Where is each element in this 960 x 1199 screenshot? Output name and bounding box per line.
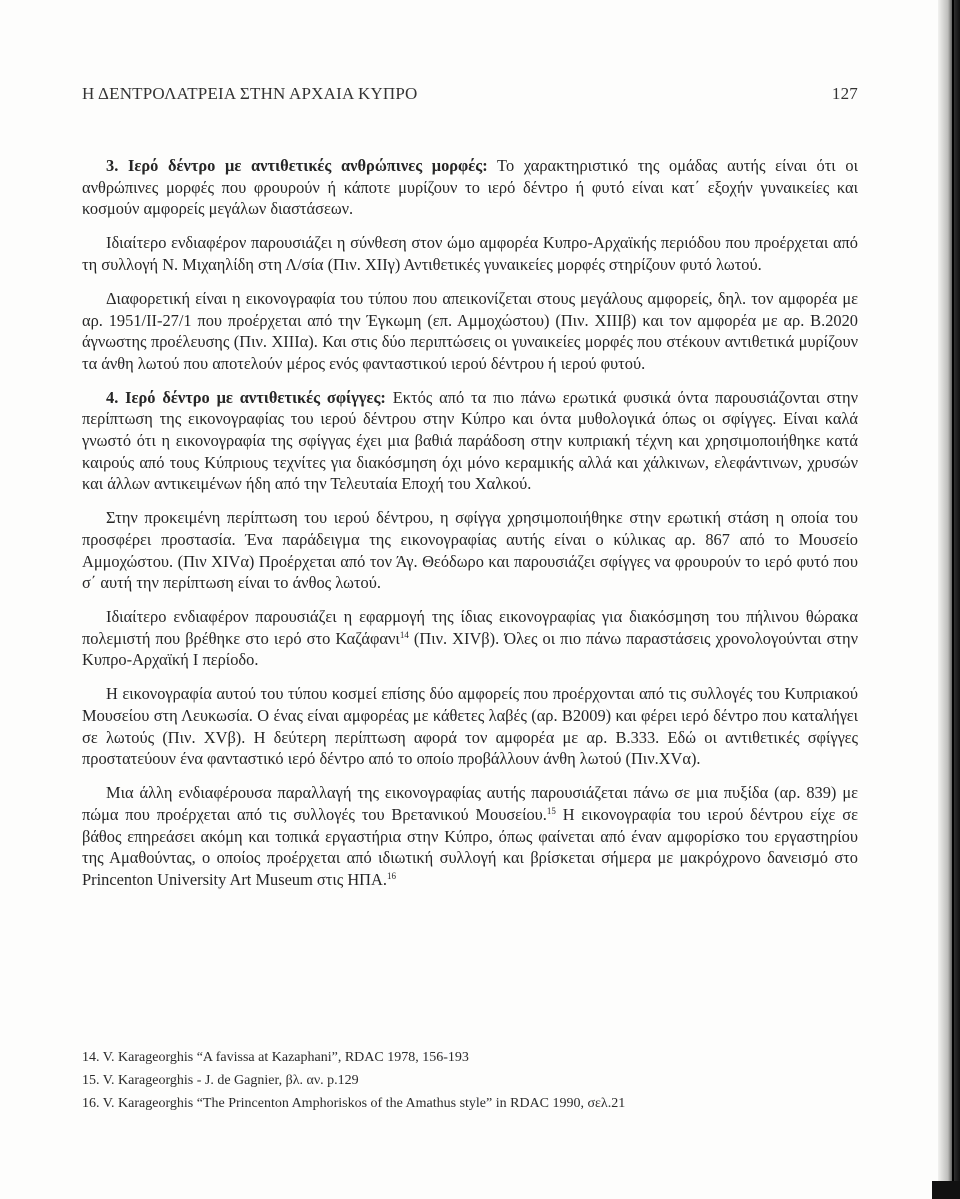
paragraph: [82, 606, 858, 671]
running-header: [82, 84, 858, 110]
paragraph: [82, 232, 858, 275]
footnote-15: 15. V. Karageorghis - J. de Gagnier, βλ. αν. p.129: [82, 1073, 359, 1088]
section-heading-3: 3. Ιερό δέντρο με αντιθετικές ανθρώπινες μορφές:: [106, 156, 488, 175]
footnotes: [82, 1046, 858, 1115]
running-title: Η ΔΕΝΤΡΟΛΑΤΡΕΙΑ ΣΤΗΝ ΑΡΧΑΙΑ ΚΥΠΡΟ: [82, 84, 418, 103]
page-number: 127: [831, 84, 858, 103]
paragraph: [82, 782, 858, 890]
section-heading-4: 4. Ιερό δέντρο με αντιθετικές σφίγγες:: [106, 387, 386, 407]
paragraph: [82, 387, 858, 495]
paragraph-text: Ιδιαίτερο ενδιαφέρον παρουσιάζει η σύνθεση στον ώμο αμφορέα Κυπρο-Αρχαϊκής περιόδου που προέρχεται από τη συλλογή Ν. Μιχαηλίδη στη Λ/σία (Πιν. ΧΙΙγ) Αντιθετικές γυναικείες μορφές στηρίζουν φυτό λωτού.: [82, 233, 858, 274]
footnote-ref-15[interactable]: 15: [546, 805, 556, 816]
paragraph-text: Εκτός από τα πιο πάνω ερωτικά φυσικά όντα παρουσιάζονται στην περίπτωση της εικονογραφίας του ιερού δέντρου στην Κύπρο και όντα μυθολογικά όπως οι σφίγγες. Είναι καλά γνωστό ότι η εικονογραφία της σφίγγας έχει μια βαθιά παράδοση στην κυπριακή τέχνη και χρησιμοποιήθηκε κατά καιρούς από τους Κύπριους τεχνίτες για διακόσμηση όχι μόνο κεραμικής αλλά και χάλκινων, ελεφάντινων, χρυσών και άλλων αντικειμένων ήδη από την Τελευταία Εποχή του Χαλκού.: [82, 387, 858, 494]
footnote-ref-14[interactable]: 14: [399, 629, 409, 640]
paragraph-text: Ιδιαίτερο ενδιαφέρον παρουσιάζει η εφαρμογή της ίδιας εικονογραφίας για διακόσμηση του πήλινου θώρακα πολεμιστή που βρέθηκε στο ιερό στο Καζάφανι: [82, 607, 858, 648]
footnote-ref-16[interactable]: 16: [386, 870, 396, 881]
paragraph-text: Στην προκειμένη περίπτωση του ιερού δέντρου, η σφίγγα χρησιμοποιήθηκε στην ερωτική στάση η οποία του προσφέρει προστασία. Ένα παράδειγμα της εικονογραφίας αυτής είναι ο κύλικας αρ. 867 από το Μουσείο Αμμοχώστου. (Πιν ΧΙVα) Προέρχεται από τον Άγ. Θεόδωρο και παρουσιάζει σφίγγες να φρουρούν το ιερό φυτό που σ΄ αυτή την περίπτωση είναι το άνθος λωτού.: [82, 508, 858, 593]
book-spine-shadow: [938, 0, 960, 1199]
paragraph-text: Η εικονογραφία του ιερού δέντρου είχε σε βάθος επηρεάσει ακόμη και τοπικά εργαστήρια στην Κύπρο, όπως φαίνεται από έναν αμφορίσκο του εργαστηρίου της Αμαθούντας, ο οποίος προέρχεται από ιδιωτική συλλογή και βρίσκεται σήμερα με μακρόχρονο δανεισμό στο Princenton University Art Museum στις ΗΠΑ.: [82, 804, 858, 889]
footnote-16: 16. V. Karageorghis “The Princenton Amphoriskos of the Amathus style” in RDAC 1990, σελ.21: [82, 1096, 626, 1111]
footnote-14: 14. V. Karageorghis “A favissa at Kazaphani”, RDAC 1978, 156-193: [82, 1050, 469, 1065]
paragraph-text: Μια άλλη ενδιαφέρουσα παραλλαγή της εικονογραφίας αυτής παρουσιάζεται πάνω σε μια πυξίδα (αρ. 839) με πώμα που προέρχεται από τις συλλογές του Βρετανικού Μουσείου.: [82, 783, 858, 824]
paragraph-text: Το χαρακτηριστικό της ομάδας αυτής είναι ότι οι ανθρώπινες μορφές που φρουρούν ή κάποτε μυρίζουν το ιερό δέντρο ή φυτό είναι κατ΄ εξοχήν γυναικείες και κοσμούν αμφορείς μεγάλων διαστάσεων.: [82, 156, 858, 219]
page-corner-shadow: [932, 1181, 960, 1199]
paragraph: [82, 155, 858, 220]
paragraph-text: Διαφορετική είναι η εικονογραφία του τύπου που απεικονίζεται στους μεγάλους αμφορείς, δηλ. τον αμφορέα με αρ. 1951/ΙΙ-27/1 που προέρχεται από την Έγκωμη (επ. Αμμοχώστου) (Πιν. ΧΙΙΙβ) και τον αμφορέα με αρ. Β.2020 άγνωστης προέλευσης (Πιν. ΧΙΙΙα). Και στις δύο περιπτώσεις οι γυναικείες μορφές που στέκουν αντιθετικά μυρίζουν τα άνθη λωτού που αποτελούν μέρος ενός φανταστικού ιερού δέντρου ή ιερού φυτού.: [82, 288, 858, 373]
paragraph: [82, 507, 858, 593]
page-edge-line: [952, 0, 954, 1199]
paragraph: [82, 683, 858, 769]
paragraph-text: (Πιν. ΧΙVβ). Όλες οι πιο πάνω παραστάσεις χρονολογούνται στην Κυπρο-Αρχαϊκή Ι περίοδο.: [82, 628, 858, 670]
paragraph-text: Η εικονογραφία αυτού του τύπου κοσμεί επίσης δύο αμφορείς που προέρχονται από τις συλλογές του Κυπριακού Μουσείου στη Λευκωσία. Ο ένας είναι αμφορέας με κάθετες λαβές (αρ. Β2009) και φέρει ιερό δέντρο που καταλήγει σε λωτούς (Πιν. ΧVβ). Η δεύτερη περίπτωση αφορά τον αμφορέα με αρ. Β.333. Εδώ οι αντιθετικές σφίγγες προστατεύουν ένα φανταστικό ιερό δέντρο από το οποίο προβάλλουν άνθη λωτού (Πιν.ΧVα).: [82, 684, 858, 769]
paragraph: [82, 288, 858, 374]
body-text: [82, 155, 858, 903]
